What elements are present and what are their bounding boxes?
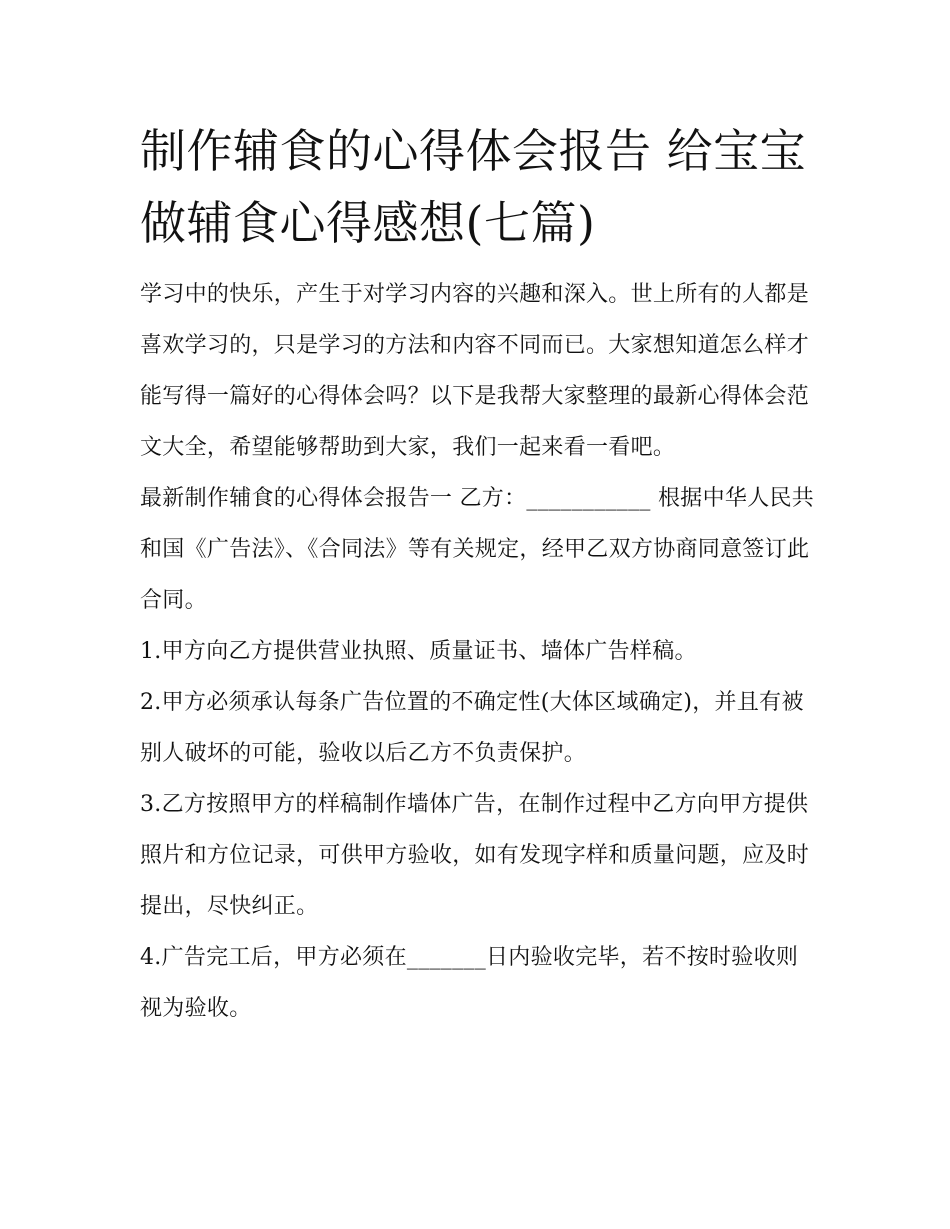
clause-1: 1.甲方向乙方提供营业执照、质量证书、墙体广告样稿。 [140, 639, 697, 664]
clause-3: 3.乙方按照甲方的样稿制作墙体广告，在制作过程中乙方向甲方提供照片和方位记录，可供甲方验收，如有发现字样和质量问题，应及时提出，尽快纠正。 [140, 792, 810, 919]
intro-paragraph: 学习中的快乐，产生于对学习内容的兴趣和深入。世上所有的人都是喜欢学习的，只是学习的方法和内容不同而已。大家想知道怎么样才能写得一篇好的心得体会吗？以下是我帮大家整理的最新心得体会范文大全，希望能够帮助到大家，我们一起来看一看吧。 [140, 282, 810, 460]
document-title: 制作辅食的心得体会报告 给宝宝做辅食心得感想(七篇) [140, 124, 807, 250]
report-one-paragraph: 最新制作辅食的心得体会报告一 乙方：___________ 根据中华人民共和国《广告法》、《合同法》等有关规定，经甲乙双方协商同意签订此合同。 [140, 486, 815, 613]
clause-2: 2.甲方必须承认每条广告位置的不确定性(大体区域确定)，并且有被别人破坏的可能，验收以后乙方不负责保护。 [140, 690, 804, 766]
clause-4: 4.广告完工后，甲方必须在_______日内验收完毕，若不按时验收则视为验收。 [140, 945, 799, 1021]
document-page [140, 115, 815, 1034]
